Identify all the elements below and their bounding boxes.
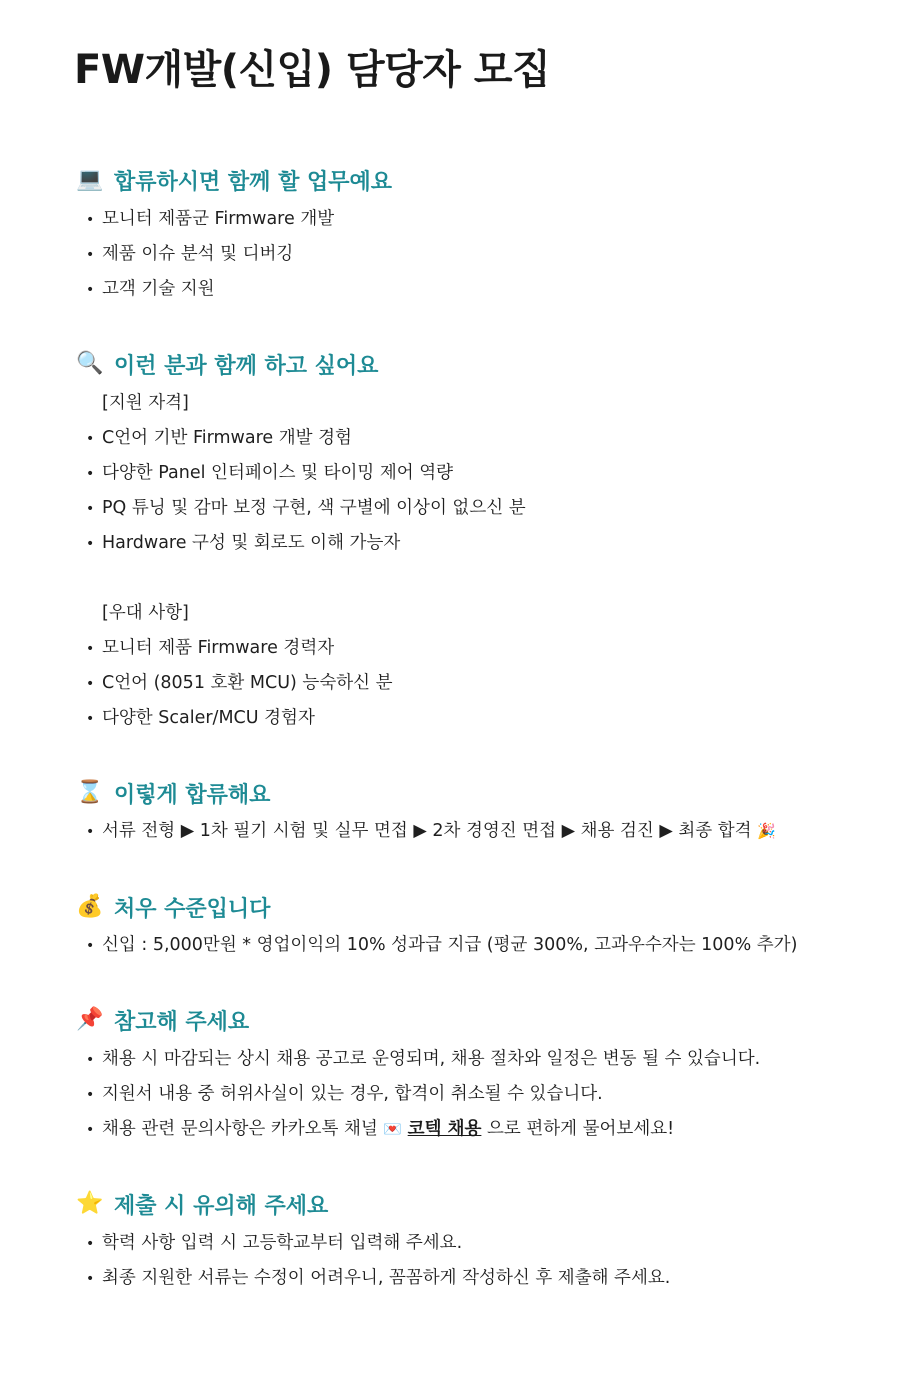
list-item-text: 채용 시 마감되는 상시 채용 공고로 운영되며, 채용 절차와 일정은 변동 될 수 있습니다. [102,1049,761,1069]
bullet: • [86,501,95,517]
list-item-text: PQ 튜닝 및 감마 보정 구현, 색 구별에 이상이 없으신 분 [102,498,526,518]
list-item [86,460,453,486]
list-item [86,1116,674,1142]
money-bag-icon: 💰 [76,894,104,919]
magnifier-icon: 🔍 [76,351,104,376]
section-heading-text: 이렇게 합류해요 [114,782,271,808]
section-heading-duties [76,164,392,196]
section-heading-notes [76,1004,249,1036]
section-heading-process [76,777,270,809]
subheading-requirements: [지원 자격] [102,393,189,413]
list-item [86,1265,670,1291]
bullet: • [86,938,95,954]
list-item [86,932,797,958]
bullet: • [86,466,95,482]
list-item [86,1046,760,1072]
list-item [86,425,352,451]
bullet: • [86,1271,95,1287]
section-heading-qualifications [76,348,378,380]
bullet: • [86,247,95,263]
list-item [86,1230,462,1256]
list-item-text: 채용 관련 문의사항은 카카오톡 채널 [102,1119,378,1139]
list-item-text: 다양한 Scaler/MCU 경험자 [102,708,315,728]
kakao-channel-link[interactable]: 코텍 채용 [407,1119,482,1139]
list-item-text: 지원서 내용 중 허위사실이 있는 경우, 합격이 취소될 수 있습니다. [102,1084,603,1104]
bullet: • [86,282,95,298]
list-item-text: C언어 기반 Firmware 개발 경험 [102,428,352,448]
list-item [86,530,400,556]
section-heading-submission [76,1188,328,1220]
bullet: • [86,431,95,447]
list-item [86,1081,603,1107]
list-item-text: 학력 사항 입력 시 고등학교부터 입력해 주세요. [102,1233,463,1253]
list-item-text: 고객 기술 지원 [102,279,215,299]
list-item [86,206,334,232]
laptop-icon: 💻 [76,167,104,192]
list-item-text: 최종 지원한 서류는 수정이 어려우니, 꼼꼼하게 작성하신 후 제출해 주세요. [102,1268,671,1288]
hourglass-icon: ⌛ [76,780,104,805]
list-item-text: 다양한 Panel 인터페이스 및 타이밍 제어 역량 [102,463,454,483]
list-item [86,241,293,267]
section-heading-text: 참고해 주세요 [114,1009,250,1035]
bullet: • [86,711,95,727]
bullet: • [86,1236,95,1252]
bullet: • [86,676,95,692]
list-item-text: 신입 : 5,000만원 * 영업이익의 10% 성과급 지급 (평균 300%, 고과우수자는 100% 추가) [102,935,798,955]
bullet: • [86,1122,95,1138]
list-item-text: Hardware 구성 및 회로도 이해 가능자 [102,533,401,553]
subheading-preferred: [우대 사항] [102,603,189,623]
star-icon: ⭐ [76,1191,104,1216]
list-item-text: 모니터 제품군 Firmware 개발 [102,209,335,229]
list-item [86,276,215,302]
list-item-text: 서류 전형 ▶ 1차 필기 시험 및 실무 면접 ▶ 2차 경영진 면접 ▶ 채용 검진 ▶ 최종 합격 [102,821,752,841]
bullet: • [86,1052,95,1068]
list-item [86,818,776,844]
bullet: • [86,212,95,228]
bullet: • [86,641,95,657]
section-heading-text: 제출 시 유의해 주세요 [114,1193,329,1219]
bullet: • [86,1087,95,1103]
section-heading-text: 합류하시면 함께 할 업무예요 [114,169,393,195]
pushpin-icon: 📌 [76,1007,104,1032]
list-item [86,635,334,661]
list-item [86,705,315,731]
party-popper-icon: 🎉 [757,822,776,840]
bullet: • [86,536,95,552]
list-item-text: 모니터 제품 Firmware 경력자 [102,638,335,658]
list-item-text: 으로 편하게 물어보세요! [486,1119,675,1139]
section-heading-compensation [76,891,270,923]
section-heading-text: 처우 수준입니다 [114,896,271,922]
list-item [86,670,393,696]
list-item [86,495,526,521]
list-item-text: C언어 (8051 호환 MCU) 능숙하신 분 [102,673,393,693]
section-heading-text: 이런 분과 함께 하고 싶어요 [114,353,379,379]
page-title: FW개발(신입) 담당자 모집 [74,47,551,93]
list-item-text: 제품 이슈 분석 및 디버깅 [102,244,294,264]
bullet: • [86,824,95,840]
love-letter-icon: 💌 [383,1120,403,1138]
